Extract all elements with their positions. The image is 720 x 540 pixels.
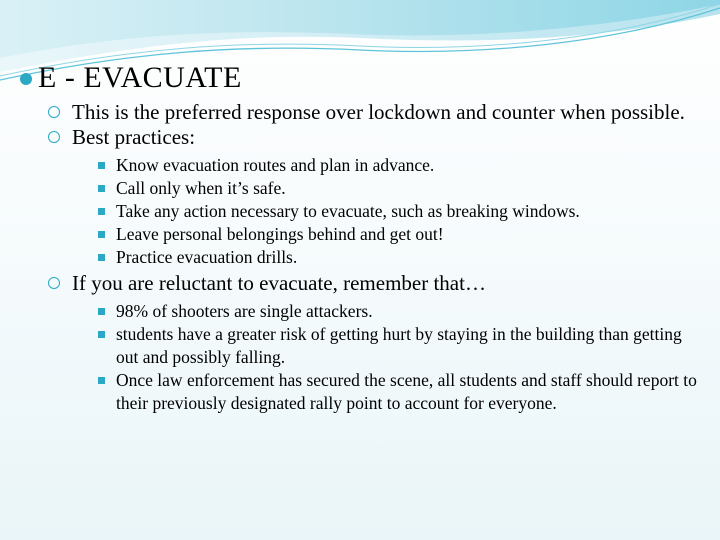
bullet-level2 [48,246,698,269]
square-bullet-icon [98,208,105,215]
bullet-level2-text: Once law enforcement has secured the scene, all students and staff should report to their previously designated rally point to account for everyone. [116,370,697,413]
square-bullet-icon [98,254,105,261]
square-bullet-icon [98,308,105,315]
bullet-level2 [48,200,698,223]
square-bullet-icon [98,331,105,338]
circle-bullet-icon [48,106,60,118]
slide-title-row [20,60,242,96]
bullet-level2 [48,223,698,246]
bullet-level1-text: If you are reluctant to evacuate, remember that… [72,271,486,295]
bullet-level2 [48,300,698,323]
circle-bullet-icon [48,131,60,143]
bullet-block [48,125,698,269]
square-bullet-icon [98,162,105,169]
square-bullet-icon [98,377,105,384]
bullet-level1 [48,100,698,125]
square-bullet-icon [98,231,105,238]
bullet-block [48,271,698,415]
bullet-level2-text: Take any action necessary to evacuate, such as breaking windows. [116,201,580,221]
bullet-block [48,100,698,125]
bullet-level2-text: Practice evacuation drills. [116,247,298,267]
square-bullet-icon [98,185,105,192]
sub-bullet-list [48,300,698,415]
bullet-level2 [48,369,698,415]
slide-title: E - EVACUATE [38,61,242,94]
sub-bullet-list [48,154,698,269]
bullet-level1 [48,271,698,296]
bullet-level1-text: This is the preferred response over lockdown and counter when possible. [72,100,685,124]
bullet-level1-text: Best practices: [72,125,196,149]
bullet-level2 [48,323,698,369]
bullet-level2 [48,177,698,200]
bullet-level2 [48,154,698,177]
bullet-level2-text: Call only when it’s safe. [116,178,286,198]
bullet-level2-text: Know evacuation routes and plan in advance. [116,155,435,175]
bullet-level2-text: 98% of shooters are single attackers. [116,301,373,321]
bullet-level2-text: Leave personal belongings behind and get out! [116,224,444,244]
circle-bullet-icon [48,277,60,289]
title-bullet-icon [20,73,32,85]
slide-content [48,100,698,417]
bullet-level1 [48,125,698,150]
bullet-level2-text: students have a greater risk of getting hurt by staying in the building than getting out and possibly falling. [116,324,682,367]
